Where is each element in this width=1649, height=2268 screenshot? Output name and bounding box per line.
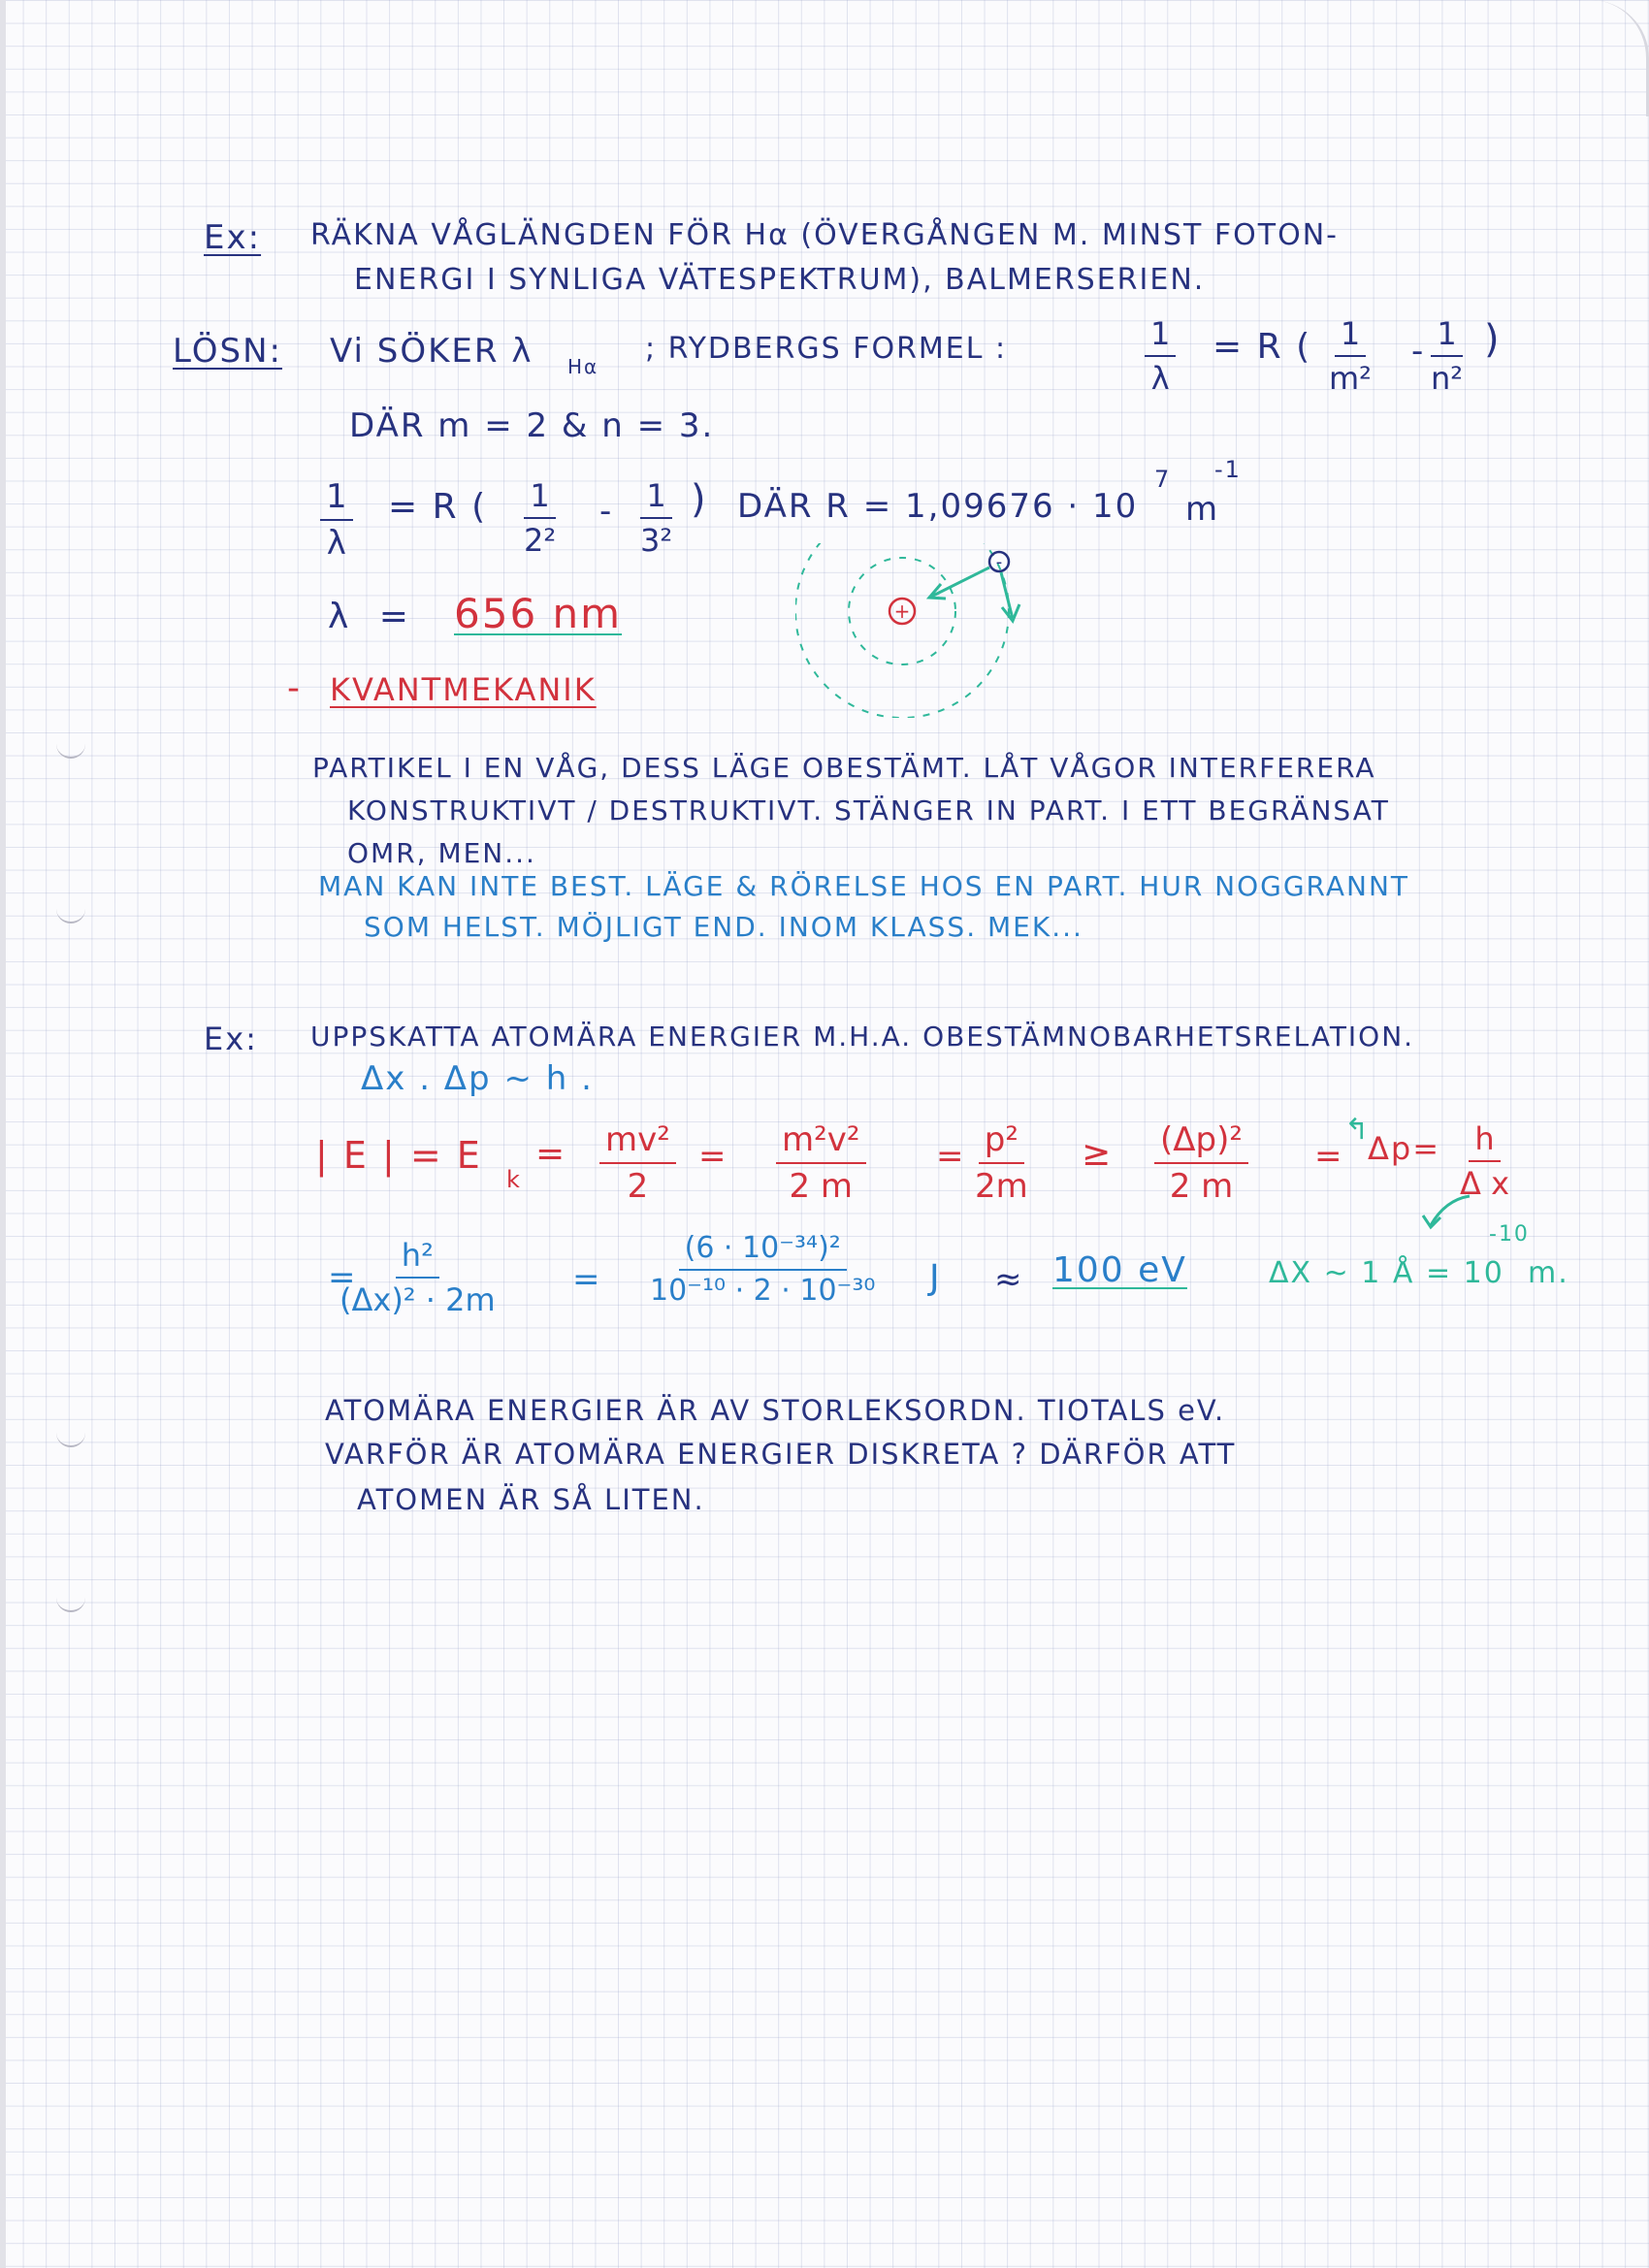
numerator: 1 <box>640 480 671 519</box>
force-arrow-icon <box>931 567 989 597</box>
numerator: 1 <box>1335 318 1366 357</box>
eq-3: = <box>936 1137 966 1176</box>
result-656nm: 656 nm <box>454 590 623 637</box>
result-lambda: λ = <box>328 597 418 636</box>
dx-estimate: ΔX ~ 1 Å = 10 <box>1269 1256 1504 1290</box>
rydberg-minus: - <box>1411 332 1426 371</box>
eq-6: = <box>572 1260 602 1299</box>
losn-sub: Hα <box>567 355 599 378</box>
denominator: 3² <box>640 522 673 559</box>
losn-text: Vi SÖKER λ <box>330 332 534 371</box>
frac-h2 <box>340 1237 496 1318</box>
numerator: 1 <box>1145 318 1176 357</box>
numerator: (6 · 10⁻³⁴)² <box>679 1234 847 1271</box>
punch-hole <box>56 1591 85 1612</box>
eq-5: = <box>328 1258 358 1297</box>
numerator: 1 <box>524 480 555 519</box>
losn-where: DÄR m = 2 & n = 3. <box>349 406 715 445</box>
hook-arrow-icon: ↰ <box>1344 1113 1372 1147</box>
denominator: n² <box>1431 360 1464 397</box>
denominator: 2 m <box>1169 1167 1234 1206</box>
unit-joule: J <box>929 1258 942 1298</box>
kvant-p1: PARTIKEL I EN VÅG, DESS LÄGE OBESTÄMT. LÅT VÅGOR INTERFERERA <box>312 752 1376 784</box>
numerator: m²v² <box>776 1123 866 1164</box>
eq-2: = <box>698 1137 728 1176</box>
denominator: 2 <box>627 1167 649 1206</box>
approx: ≈ <box>994 1260 1024 1299</box>
denominator: m² <box>1329 360 1372 397</box>
abs-e: | E | = E <box>315 1134 482 1177</box>
punch-hole <box>56 737 85 759</box>
rydberg-fraction-n <box>1431 315 1464 397</box>
frac-m2v2 <box>776 1120 866 1206</box>
geq: ≥ <box>1082 1134 1114 1174</box>
calc-exp7: 7 <box>1154 466 1172 493</box>
frac-numeric <box>650 1231 876 1308</box>
rydberg-close: ) <box>1484 317 1502 362</box>
calc-fraction-two <box>524 477 557 559</box>
losn-label: LÖSN: <box>173 332 282 371</box>
denominator: 2² <box>524 522 557 559</box>
eq-1: = <box>535 1134 567 1174</box>
kvant-title: KVANTMEKANIK <box>330 671 597 708</box>
numerator: (Δp)² <box>1154 1123 1248 1164</box>
numerator: p² <box>979 1123 1024 1164</box>
calc-exp-neg1: -1 <box>1214 456 1242 483</box>
kvant-b1: MAN KAN INTE BEST. LÄGE & RÖRELSE HOS EN PART. HUR NOGGRANNT <box>318 870 1410 902</box>
denominator: λ <box>1150 360 1170 397</box>
numerator: 1 <box>1431 318 1462 357</box>
calc-minus: - <box>599 492 614 531</box>
frac-mv2 <box>599 1120 676 1206</box>
curved-arrow-icon <box>1402 1188 1479 1237</box>
result-100ev: 100 eV <box>1052 1250 1187 1290</box>
ex2-label: Ex: <box>204 1021 258 1057</box>
frac-dp2 <box>1154 1120 1248 1206</box>
eq-4: = <box>1314 1137 1344 1176</box>
punch-hole <box>56 902 85 923</box>
calc-close: ) <box>691 477 708 522</box>
kvant-p3: OMR, MEN... <box>347 837 536 869</box>
ex1-label: Ex: <box>204 218 262 257</box>
conclusion-l2: VARFÖR ÄR ATOMÄRA ENERGIER DISKRETA ? DÄRFÖR ATT <box>325 1438 1237 1471</box>
page-corner <box>1588 0 1649 116</box>
denominator: (Δx)² · 2m <box>340 1281 496 1318</box>
ex2-line1: UPPSKATTA ATOMÄRA ENERGIER M.H.A. OBESTÄMNOBARHETSRELATION. <box>310 1021 1415 1053</box>
dx-exponent: -10 <box>1489 1222 1530 1247</box>
ex1-line1: RÄKNA VÅGLÄNGDEN FÖR Hα (ÖVERGÅNGEN M. MINST FOTON- <box>310 218 1339 252</box>
rydberg-fraction-lambda <box>1145 315 1176 397</box>
calc-fraction-lambda <box>320 477 353 563</box>
kvant-p2: KONSTRUKTIVT / DESTRUKTIVT. STÄNGER IN PART. I ETT BEGRÄNSAT <box>347 794 1390 826</box>
outer-orbit <box>795 543 1009 718</box>
dp-eq: Δp= <box>1368 1130 1441 1167</box>
dx-unit: m. <box>1528 1256 1569 1290</box>
punch-hole <box>56 1426 85 1447</box>
page-edge <box>0 0 6 2268</box>
conclusion-l3: ATOMEN ÄR SÅ LITEN. <box>357 1483 705 1516</box>
nucleus-sign: + <box>893 599 911 623</box>
denominator: 2m <box>975 1167 1028 1206</box>
denominator: 10⁻¹⁰ · 2 · 10⁻³⁰ <box>650 1274 876 1308</box>
rydberg-rhs: = R ( <box>1212 327 1312 367</box>
calc-fraction-three <box>640 477 673 559</box>
e-sub-k: k <box>506 1166 522 1193</box>
numerator: 1 <box>320 480 353 521</box>
ex2-line2: Δx . Δp ~ h . <box>361 1059 594 1098</box>
numerator: h² <box>396 1240 439 1279</box>
kvant-b2: SOM HELST. MÖJLIGT END. INOM KLASS. MEK... <box>364 911 1083 943</box>
numerator: mv² <box>599 1123 676 1164</box>
rydberg-fraction-m <box>1329 315 1372 397</box>
denominator: Δ x <box>1460 1165 1509 1202</box>
ex1-line2: ENERGI I SYNLIGA VÄTESPEKTRUM), BALMERSERIEN. <box>354 263 1206 297</box>
rydberg-label: ; RYDBERGS FORMEL : <box>645 332 1008 366</box>
denominator: λ <box>326 524 346 563</box>
kvant-dash: - <box>287 668 302 708</box>
calc-m: m <box>1185 490 1220 529</box>
calc-r-value: DÄR R = 1,09676 · 10 <box>737 487 1139 526</box>
denominator: 2 m <box>789 1167 854 1206</box>
frac-p2 <box>975 1120 1028 1206</box>
atom-diagram <box>795 543 1038 718</box>
calc-eq-r: = R ( <box>388 487 488 527</box>
conclusion-l1: ATOMÄRA ENERGIER ÄR AV STORLEKSORDN. TIOTALS eV. <box>325 1394 1226 1427</box>
numerator: h <box>1469 1123 1500 1162</box>
electron-sign: - <box>995 552 1003 572</box>
